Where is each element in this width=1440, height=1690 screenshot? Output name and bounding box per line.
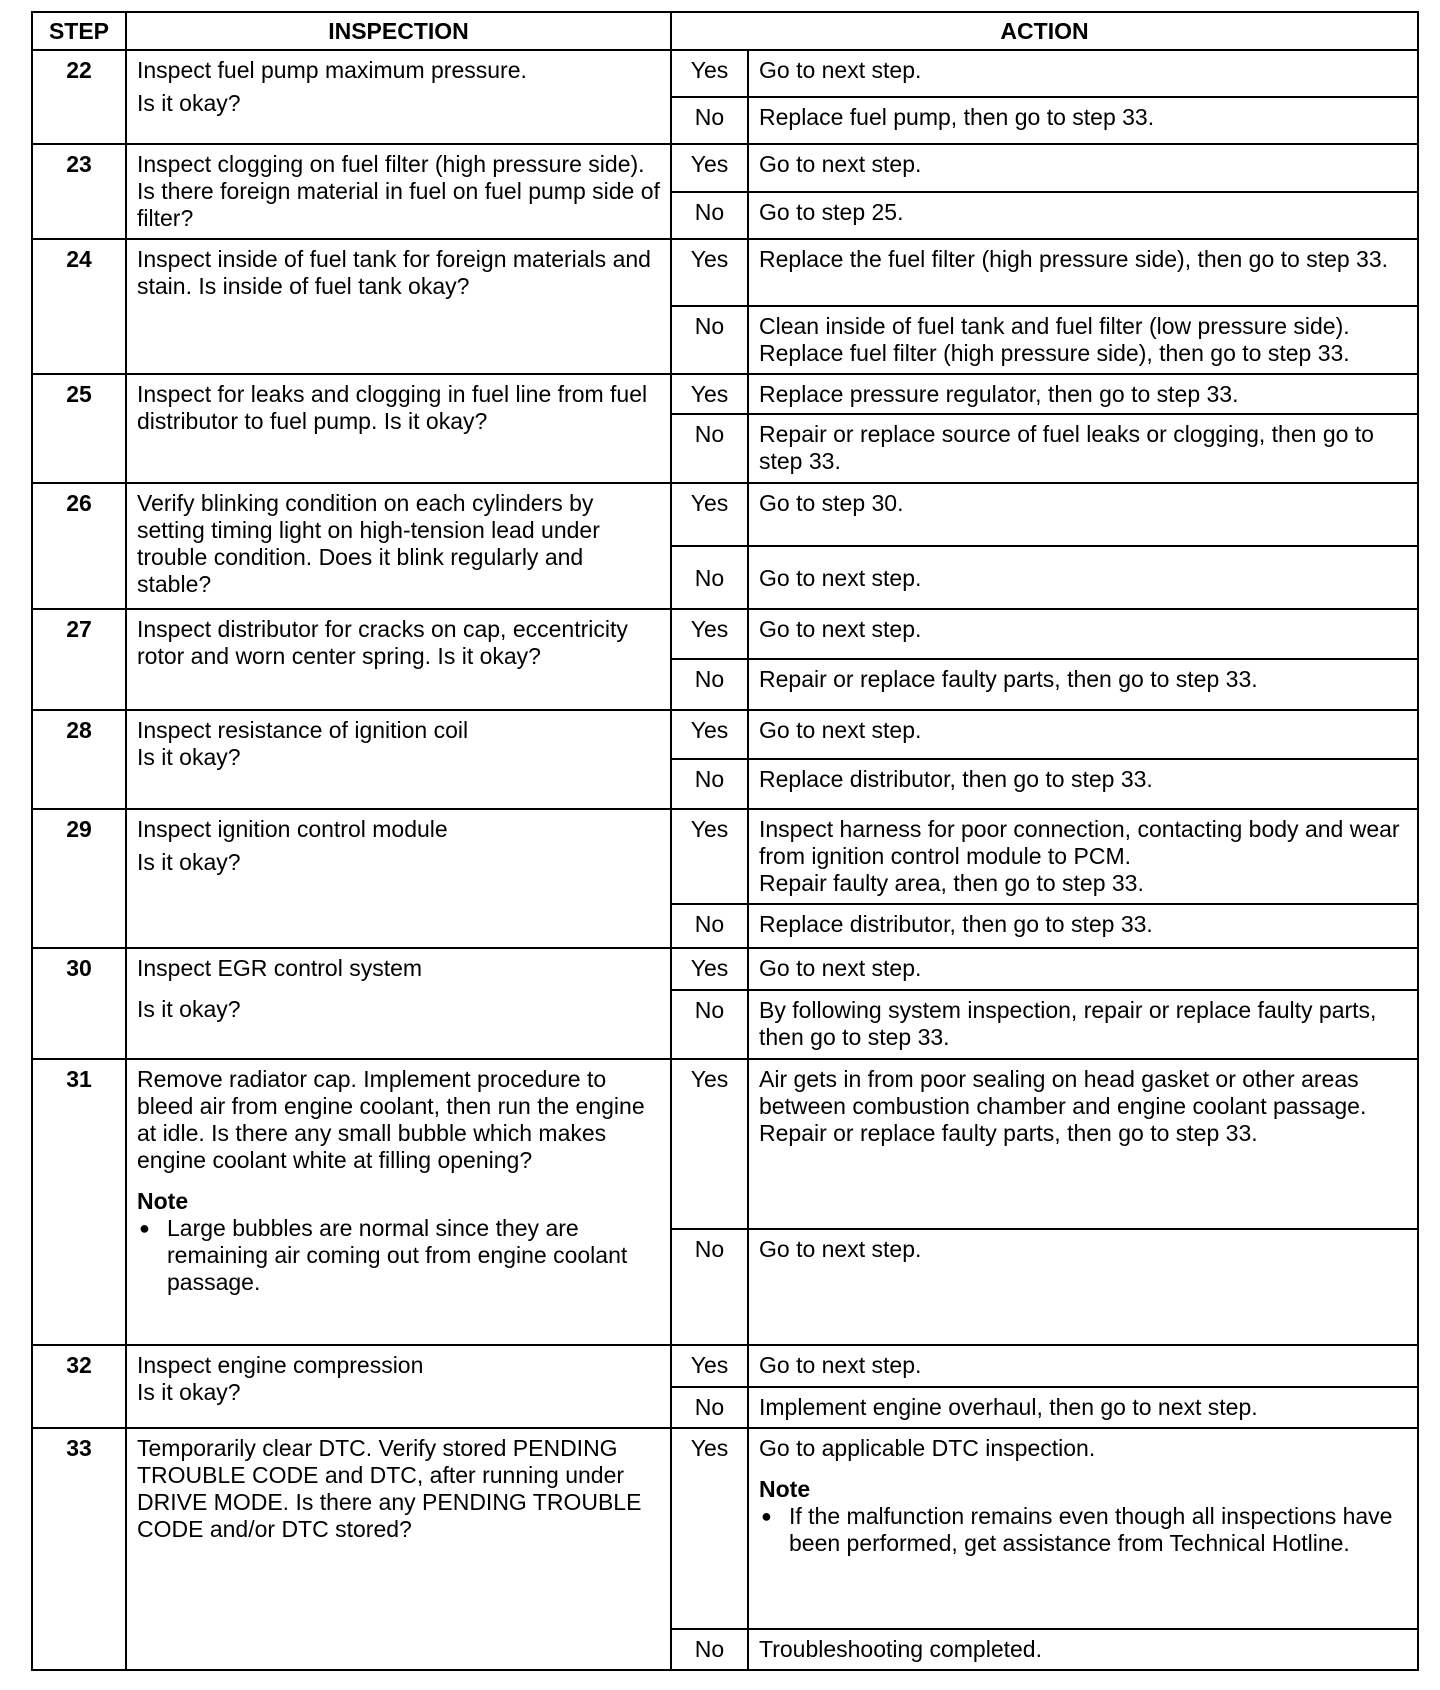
inspection-cell [126, 1345, 671, 1428]
yes-label: Yes [671, 1345, 748, 1386]
no-label: No [671, 759, 748, 809]
no-action: Implement engine overhaul, then go to next step. [748, 1387, 1418, 1428]
inspection-cell [126, 50, 671, 144]
step-number: 23 [32, 144, 126, 239]
inspection-question: Is it okay? [137, 90, 241, 116]
yes-label: Yes [671, 483, 748, 546]
step-number: 29 [32, 809, 126, 949]
inspection-question: Is it okay? [137, 848, 241, 875]
yes-action: Go to next step. [748, 609, 1418, 659]
inspection-text: Temporarily clear DTC. Verify stored PENDING TROUBLE CODE and DTC, after running under DRIVE MODE. Is there any PENDING TROUBLE CODE and/or DTC stored? [126, 1428, 671, 1670]
no-label: No [671, 306, 748, 374]
no-action: Replace distributor, then go to step 33. [748, 904, 1418, 949]
table-row [32, 1059, 1418, 1229]
no-label: No [671, 414, 748, 483]
yes-action: Go to step 30. [748, 483, 1418, 546]
no-action-line: Clean inside of fuel tank and fuel filter (low pressure side). [759, 312, 1350, 339]
no-label: No [671, 546, 748, 610]
note-title: Note [759, 1476, 811, 1502]
no-action: By following system inspection, repair or replace faulty parts, then go to step 33. [748, 990, 1418, 1059]
yes-label: Yes [671, 809, 748, 904]
inspection-text: Inspect EGR control system [137, 955, 423, 982]
no-action: Troubleshooting completed. [748, 1629, 1418, 1670]
yes-action: Go to next step. [748, 144, 1418, 192]
header-action: ACTION [671, 12, 1418, 50]
no-action: Repair or replace source of fuel leaks or clogging, then go to step 33. [748, 414, 1418, 483]
no-label: No [671, 97, 748, 145]
table-row [32, 483, 1418, 546]
table-row [32, 50, 1418, 97]
no-action-line: Replace fuel filter (high pressure side), then go to step 33. [759, 339, 1350, 366]
yes-action: Go to next step. [748, 50, 1418, 97]
no-label: No [671, 904, 748, 949]
no-action: Go to next step. [748, 1229, 1418, 1345]
step-number: 31 [32, 1059, 126, 1345]
step-number: 32 [32, 1345, 126, 1428]
diagnostic-procedure-table [31, 11, 1419, 1671]
step-number: 24 [32, 239, 126, 374]
yes-action-line: Repair faulty area, then go to step 33. [759, 869, 1144, 896]
yes-label: Yes [671, 144, 748, 192]
header-row [32, 12, 1418, 50]
step-number: 27 [32, 609, 126, 709]
yes-action: Go to next step. [748, 710, 1418, 760]
no-label: No [671, 659, 748, 710]
yes-action: Replace pressure regulator, then go to step 33. [748, 374, 1418, 414]
no-action: Go to step 25. [748, 192, 1418, 240]
step-number: 30 [32, 948, 126, 1058]
step-number: 33 [32, 1428, 126, 1670]
table-row [32, 374, 1418, 414]
no-label: No [671, 1387, 748, 1428]
no-action: Repair or replace faulty parts, then go to step 33. [748, 659, 1418, 710]
inspection-text: Remove radiator cap. Implement procedure to bleed air from engine coolant, then run the engine at idle. Is there any small bubble which makes engine coolant white at filling opening? [137, 1065, 645, 1173]
note-list [759, 1503, 1407, 1557]
yes-label: Yes [671, 239, 748, 306]
inspection-text: Inspect engine compression [137, 1352, 424, 1379]
note-item: ● If the malfunction remains even though all inspections have been performed, get assistance from Technical Hotline. [759, 1503, 1407, 1557]
yes-label: Yes [671, 1428, 748, 1629]
inspection-text: Inspect fuel pump maximum pressure. [137, 57, 527, 83]
yes-action-text: Go to applicable DTC inspection. [759, 1435, 1096, 1461]
yes-label: Yes [671, 374, 748, 414]
no-label: No [671, 990, 748, 1059]
header-step: STEP [32, 12, 126, 50]
yes-action: Go to next step. [748, 948, 1418, 989]
table-row [32, 1345, 1418, 1386]
inspection-cell [126, 948, 671, 1058]
inspection-question: Is it okay? [137, 996, 241, 1023]
inspection-text: Inspect inside of fuel tank for foreign materials and stain. Is inside of fuel tank okay? [126, 239, 671, 374]
no-label: No [671, 192, 748, 240]
inspection-text: Inspect clogging on fuel filter (high pressure side). Is there foreign material in fuel on fuel pump side of filter? [126, 144, 671, 239]
no-action: Replace distributor, then go to step 33. [748, 759, 1418, 809]
no-action: Replace fuel pump, then go to step 33. [748, 97, 1418, 145]
table-row [32, 809, 1418, 904]
inspection-text: Inspect distributor for cracks on cap, eccentricity rotor and worn center spring. Is it okay? [126, 609, 671, 709]
inspection-cell [126, 710, 671, 809]
step-number: 22 [32, 50, 126, 144]
inspection-cell [126, 1059, 671, 1345]
table-row [32, 948, 1418, 989]
inspection-question: Is it okay? [137, 1379, 241, 1406]
inspection-text: Inspect ignition control module [137, 815, 448, 842]
inspection-cell [126, 809, 671, 949]
yes-action [748, 1428, 1418, 1629]
yes-action: Replace the fuel filter (high pressure side), then go to step 33. [748, 239, 1418, 306]
table-row [32, 239, 1418, 306]
note-list [137, 1215, 660, 1296]
yes-label: Yes [671, 710, 748, 760]
table-row [32, 144, 1418, 192]
yes-action: Air gets in from poor sealing on head gasket or other areas between combustion chamber and engine coolant passage. Repair or replace faulty parts, then go to step 33. [748, 1059, 1418, 1229]
table-row [32, 609, 1418, 659]
yes-action: Go to next step. [748, 1345, 1418, 1386]
table-row [32, 1428, 1418, 1629]
no-label: No [671, 1229, 748, 1345]
yes-label: Yes [671, 1059, 748, 1229]
yes-action-line: Inspect harness for poor connection, contacting body and wear from ignition control module to PCM. [759, 815, 1400, 869]
step-number: 28 [32, 710, 126, 809]
note-item: ● Large bubbles are normal since they are remaining air coming out from engine coolant passage. [137, 1215, 660, 1296]
inspection-question: Is it okay? [137, 743, 241, 770]
header-inspection: INSPECTION [126, 12, 671, 50]
step-number: 26 [32, 483, 126, 609]
inspection-text: Inspect resistance of ignition coil [137, 716, 469, 743]
yes-label: Yes [671, 948, 748, 989]
no-action [748, 306, 1418, 374]
table-row [32, 710, 1418, 760]
yes-action [748, 809, 1418, 904]
step-number: 25 [32, 374, 126, 483]
yes-label: Yes [671, 50, 748, 97]
inspection-text: Verify blinking condition on each cylinders by setting timing light on high-tension lead under trouble condition. Does it blink regularly and stable? [126, 483, 671, 609]
yes-label: Yes [671, 609, 748, 659]
no-label: No [671, 1629, 748, 1670]
no-action: Go to next step. [748, 546, 1418, 610]
inspection-text: Inspect for leaks and clogging in fuel line from fuel distributor to fuel pump. Is it okay? [126, 374, 671, 483]
note-title: Note [137, 1187, 189, 1214]
